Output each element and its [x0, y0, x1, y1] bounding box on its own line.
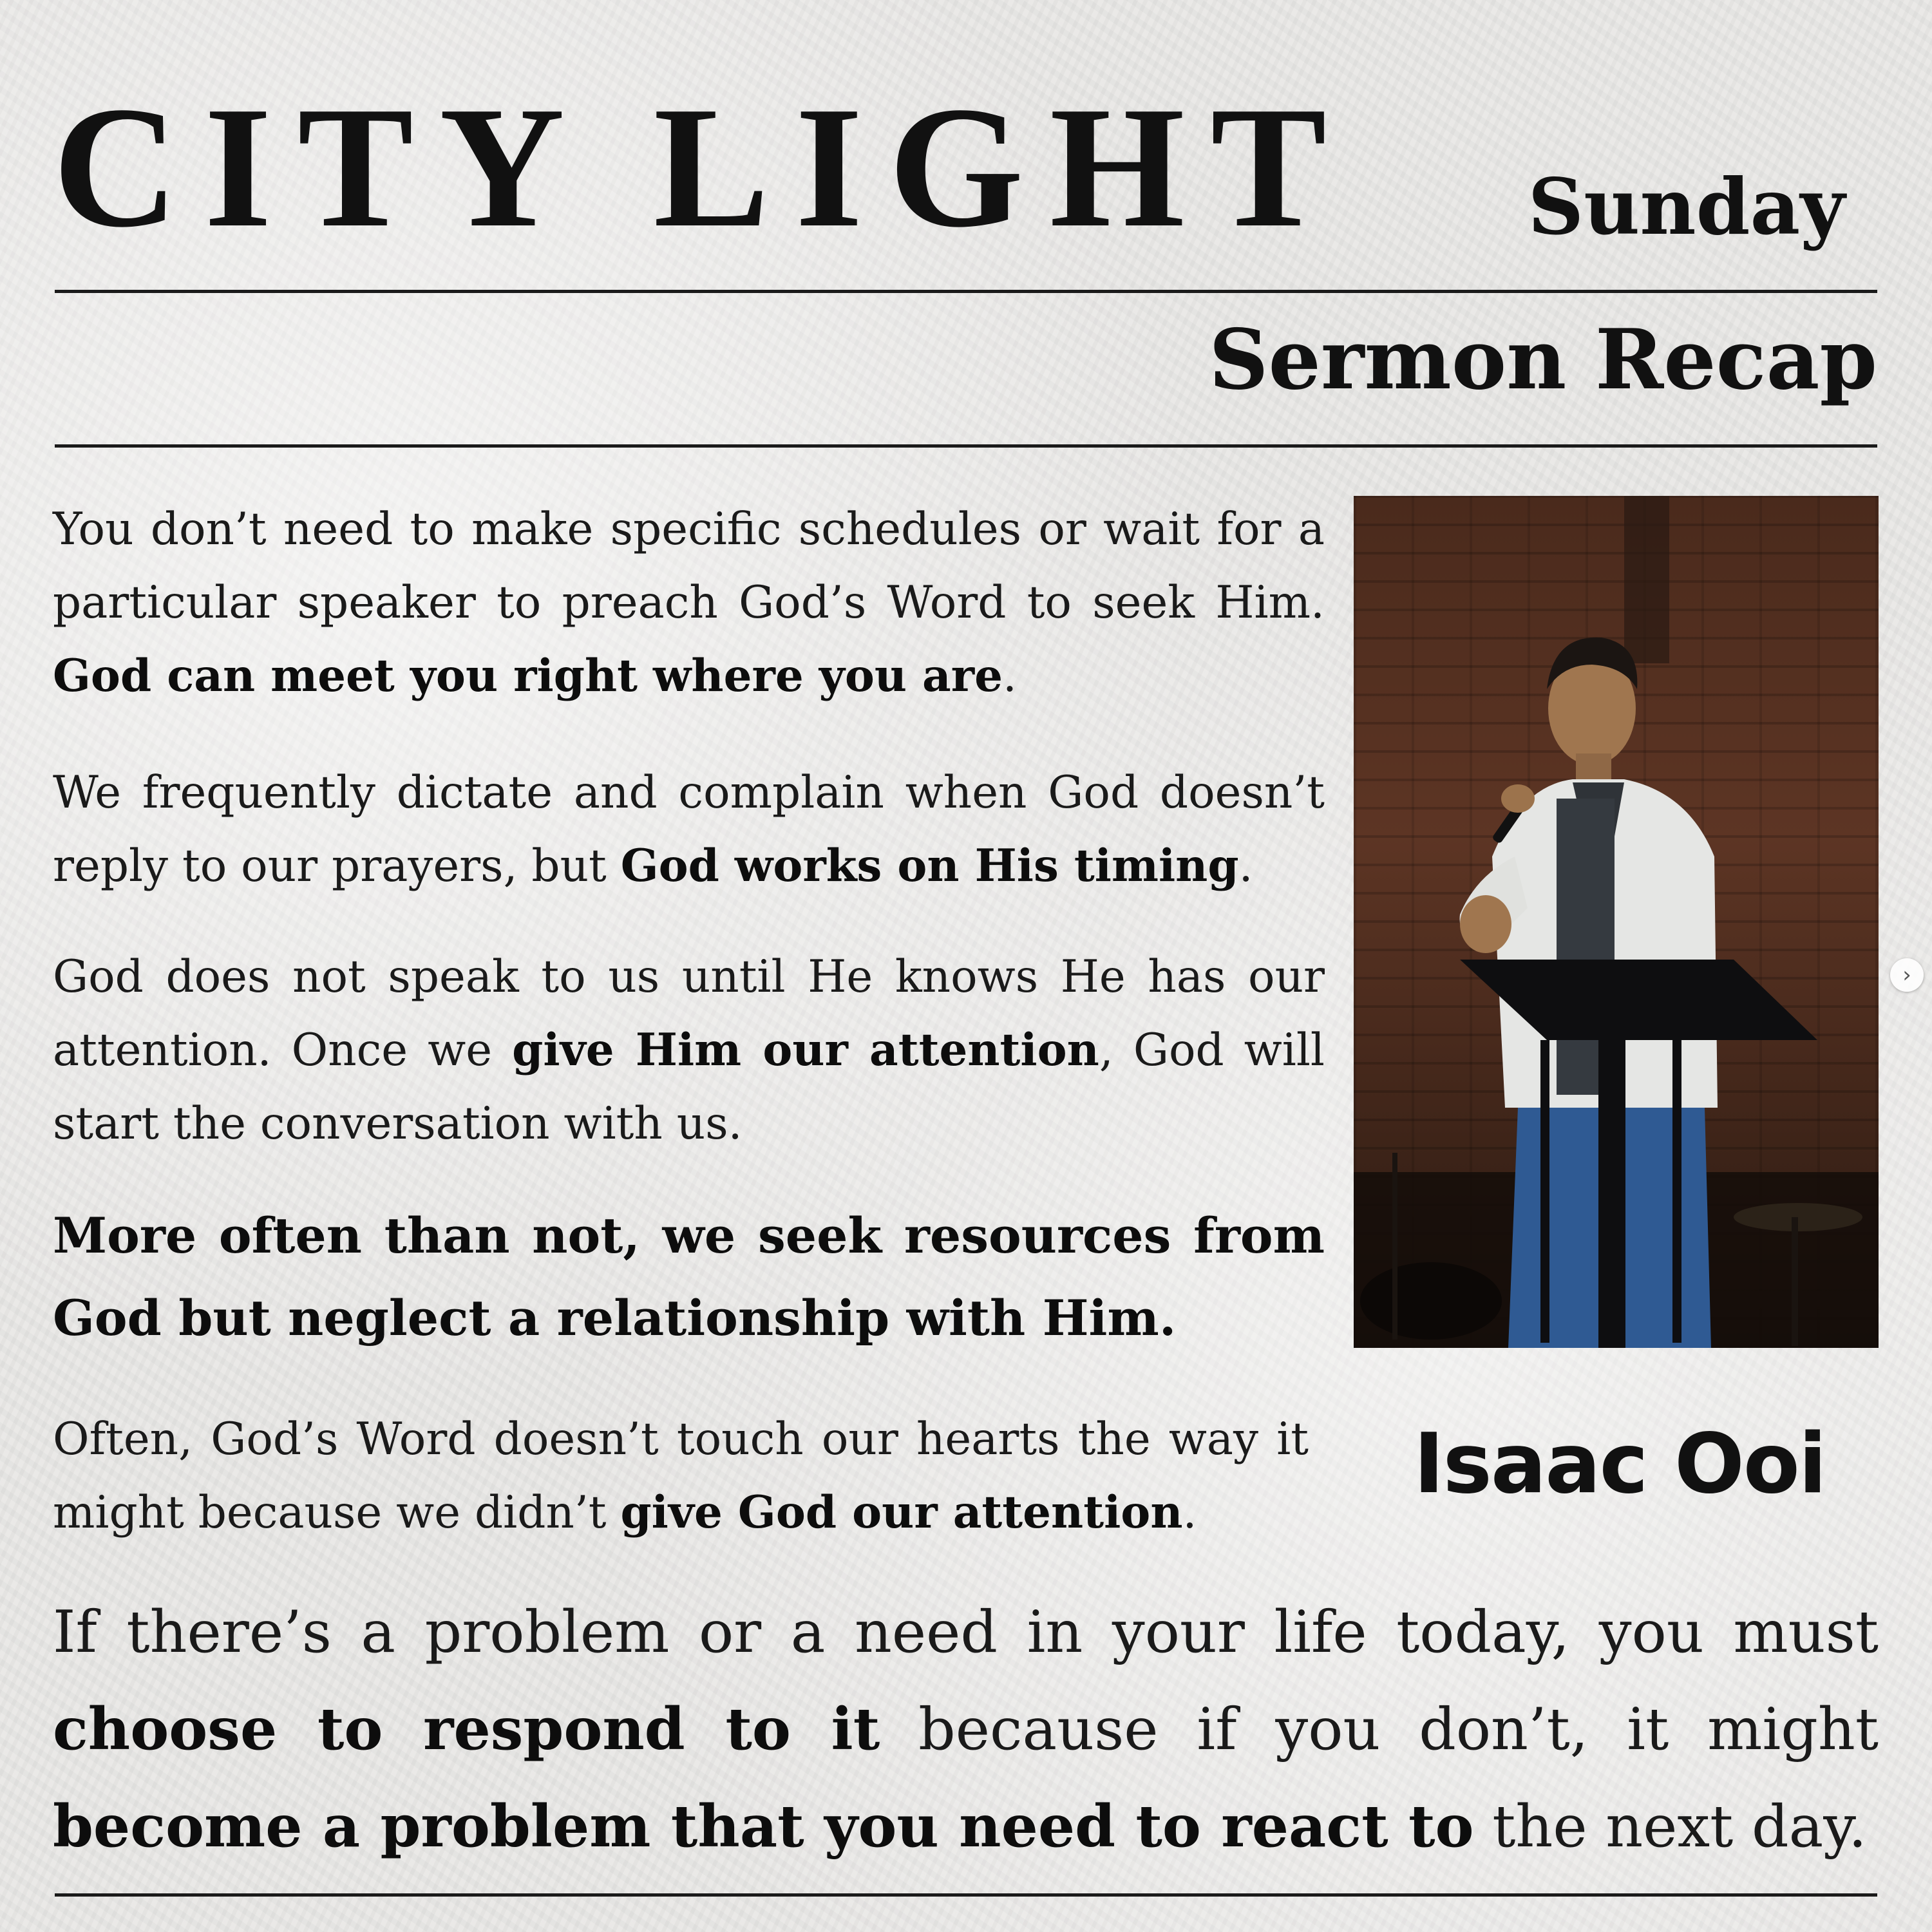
- paragraph-text: We frequently dictate and complain when God doesn’t reply to our prayers, but: [53, 767, 1325, 892]
- speaker-name: Isaac Ooi: [1414, 1416, 1826, 1512]
- closing-emphasis: become a problem that you need to react to: [53, 1792, 1474, 1861]
- paragraph-emphasis: God can meet you right where you are: [53, 650, 1003, 702]
- paragraph-text: God does not speak to us until He knows He has our attention. Once we: [53, 951, 1325, 1076]
- paragraph-text: Often, God’s Word doesn’t touch our hearts the way it might because we didn’t: [53, 1414, 1309, 1539]
- next-slide-button[interactable]: [1890, 958, 1924, 992]
- day-label: Sunday: [1528, 162, 1845, 252]
- closing-text: because if you don’t, it might: [880, 1696, 1879, 1763]
- paragraph-text: You don’t need to make specific schedules or wait for a particular speaker to preach God’s Word to seek Him.: [53, 504, 1325, 629]
- section-title: Sermon Recap: [1209, 312, 1877, 408]
- recap-paragraph-3: [53, 940, 1325, 1160]
- header-divider: [55, 444, 1877, 448]
- speaker-photo-illustration: [1354, 496, 1879, 1348]
- closing-statement: [53, 1584, 1879, 1875]
- paragraph-text: .: [1003, 650, 1017, 702]
- paragraph-emphasis: God works on His timing: [620, 840, 1239, 892]
- recap-paragraph-2: [53, 756, 1325, 903]
- paragraph-text: .: [1238, 840, 1253, 892]
- page-title: CITY LIGHT: [53, 71, 1352, 263]
- recap-paragraph-4: More often than not, we seek resources from God but neglect a relationship with Him.: [53, 1207, 1325, 1347]
- closing-text: the next day.: [1473, 1793, 1867, 1861]
- recap-paragraph-1: [53, 493, 1325, 713]
- closing-emphasis: choose to respond to it: [53, 1695, 880, 1763]
- speaker-photo: [1354, 496, 1879, 1348]
- chevron-right-icon: ›: [1902, 962, 1911, 988]
- top-divider: [55, 290, 1877, 293]
- closing-text: If there’s a problem or a need in your life today, you must: [53, 1598, 1879, 1666]
- recap-paragraph-5: [53, 1403, 1309, 1549]
- paragraph-text: , God will start the conversation with us.: [53, 1025, 1325, 1150]
- paragraph-text: .: [1182, 1487, 1197, 1539]
- bottom-divider: [55, 1893, 1877, 1897]
- paragraph-emphasis: give God our attention: [620, 1486, 1183, 1539]
- paragraph-emphasis: give Him our attention: [512, 1024, 1099, 1076]
